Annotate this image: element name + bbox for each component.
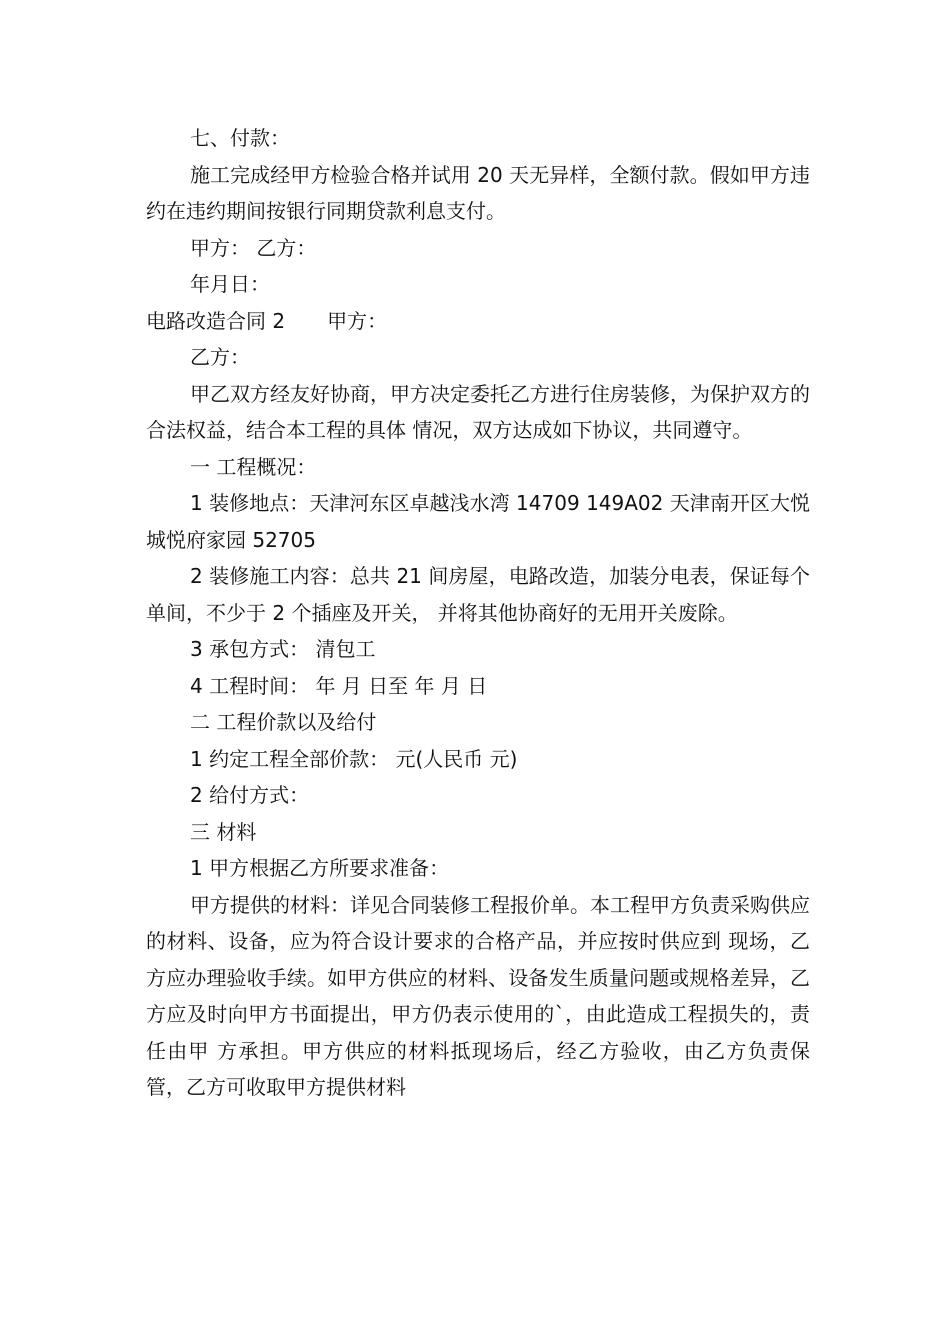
section-heading-materials: 三 材料 bbox=[190, 819, 257, 844]
party-a-label: 甲方： bbox=[327, 308, 388, 333]
paragraph-materials-details: 甲方提供的材料：详见合同装修工程报价单。本工程甲方负责采购供应的材料、设备，应为符合设计要求的合格产品，并应按时供应到 现场，乙方应办理验收手续。如甲方供应的材料、设备发生质量问题或规格差异，乙方应及时向甲方书面提出，甲方仍表示使用的`，由此造成工程损失的，责任由甲 方承担。甲方供应的材料抵现场后，经乙方验收，由乙方负责保管，乙方可收取甲方提供材料 bbox=[146, 892, 810, 1099]
document-body bbox=[146, 120, 810, 1106]
date-line: 年月日： bbox=[190, 272, 270, 296]
section-heading-payment: 七、付款： bbox=[190, 126, 290, 150]
item-materials-prep: 1 甲方根据乙方所要求准备： bbox=[190, 856, 450, 880]
item-contract-method: 3 承包方式： 清包工 bbox=[190, 637, 376, 661]
item-work-content: 2 装修施工内容：总共 21 间房屋，电路改造，加装分电表，保证每个单间，不少于 2 个插座及开关， 并将其他协商好的无用开关废除。 bbox=[146, 564, 810, 625]
item-total-price: 1 约定工程全部价款： 元(人民币 元) bbox=[190, 746, 518, 771]
section-heading-overview: 一 工程概况： bbox=[190, 454, 317, 479]
paragraph-payment-terms: 施工完成经甲方检验合格并试用 20 天无异样，全额付款。假如甲方违约在违约期间按银行同期贷款利息支付。 bbox=[146, 162, 810, 223]
item-location: 1 装修地点：天津河东区卓越浅水湾 14709 149A02 天津南开区大悦城悦府家园 52705 bbox=[146, 491, 810, 552]
party-b-label: 乙方： bbox=[190, 345, 250, 369]
signature-parties-line: 甲方： 乙方： bbox=[190, 235, 317, 260]
section-heading-price: 二 工程价款以及给付 bbox=[190, 710, 377, 734]
item-work-period: 4 工程时间： 年 月 日至 年 月 日 bbox=[190, 673, 488, 698]
item-payment-method: 2 给付方式： bbox=[190, 783, 310, 807]
contract-title-line bbox=[146, 303, 810, 340]
paragraph-agreement-intro: 甲乙双方经友好协商，甲方决定委托乙方进行住房装修，为保护双方的合法权益，结合本工程的具体 情况，双方达成如下协议，共同遵守。 bbox=[146, 381, 810, 442]
contract-title: 电路改造合同 2 bbox=[146, 308, 286, 333]
